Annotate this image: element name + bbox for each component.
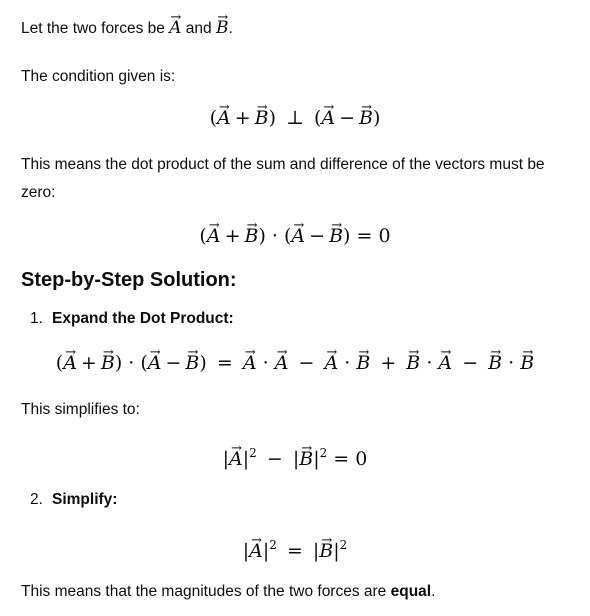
step-2: 2. Simplify: xyxy=(30,491,118,508)
conclusion-text: This means that the magnitudes of the two forces are equal. xyxy=(21,583,436,600)
equation-dot-zero: (→ A +→ B) · (→ A −→ B) = 0 xyxy=(0,222,590,250)
dot-product-text-line1: This means the dot product of the sum and difference of the vectors must be xyxy=(21,156,545,173)
equation-perpendicular: (→ A +→ B) ⊥ (→ A −→ B) xyxy=(0,104,590,132)
equation-simplified: |→ $A|^2$ − |→ $B|^2 = 0$ xyxy=(0,439,590,473)
dot-product-text-line2: zero: xyxy=(21,184,56,201)
vector-a: → A xyxy=(169,14,181,42)
section-heading: Step-by-Step Solution: xyxy=(21,269,237,291)
equation-final: |→ $A|^2$ = |→ $B|^2$ xyxy=(0,531,590,565)
vector-b: → B xyxy=(216,14,229,42)
simplifies-text: This simplifies to: xyxy=(21,401,140,418)
condition-text: The condition given is: xyxy=(21,68,176,85)
step-1: 1. Expand the Dot Product: xyxy=(30,310,234,327)
equation-expand: (→ A +→ B) · (→ A −→ B) = → A · → A − → A · → B + → B · → A − → B · → B xyxy=(0,349,590,377)
intro-text: Let the two forces be → A and → B. xyxy=(21,14,233,43)
